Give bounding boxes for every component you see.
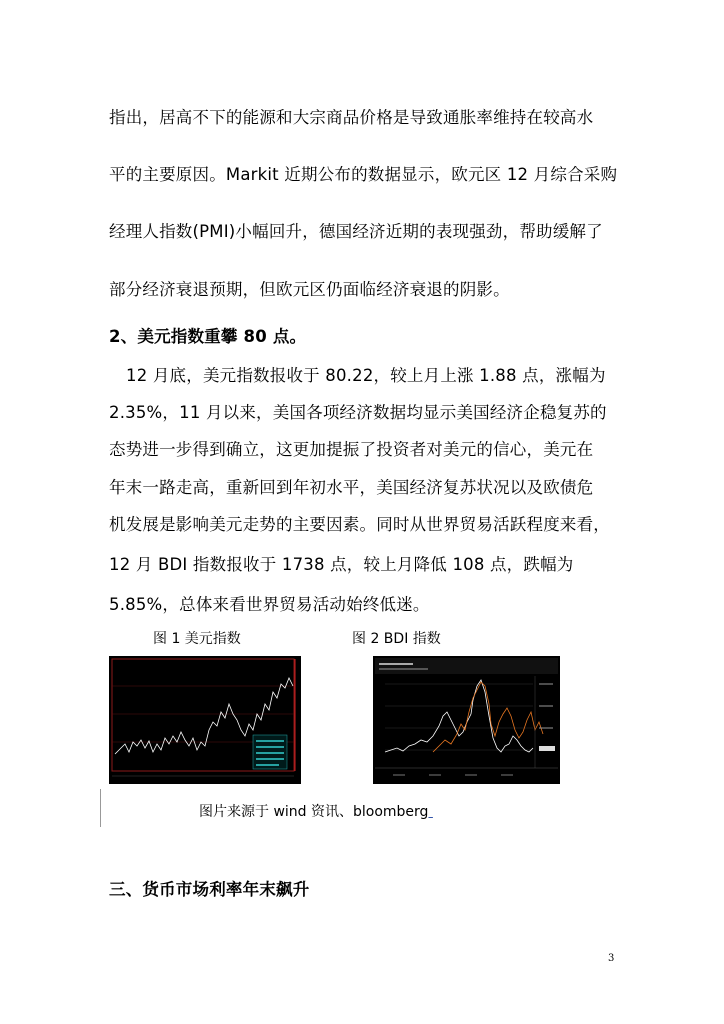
figure-2-caption: 图 2 BDI 指数 bbox=[352, 631, 441, 647]
figure-source-note: 图片来源于 wind 资讯、bloomberg bbox=[199, 804, 429, 820]
bdi-index-chart-image bbox=[373, 656, 560, 784]
paragraph-line: 2.35%，11 月以来，美国各项经济数据均显示美国经济企稳复苏的 bbox=[109, 403, 607, 422]
page-number: 3 bbox=[608, 953, 615, 964]
dollar-index-chart-image bbox=[109, 656, 301, 784]
paragraph-line: 机发展是影响美元走势的主要因素。同时从世界贸易活跃程度来看， bbox=[109, 515, 610, 534]
paragraph-line: 5.85%，总体来看世界贸易活动始终低迷。 bbox=[109, 595, 430, 614]
paragraph-line: 指出，居高不下的能源和大宗商品价格是导致通胀率维持在较高水 bbox=[109, 108, 594, 127]
source-divider bbox=[100, 789, 101, 827]
figure-1-caption: 图 1 美元指数 bbox=[153, 631, 241, 647]
paragraph-line: 12 月底，美元指数报收于 80.22，较上月上涨 1.88 点，涨幅为 bbox=[126, 366, 606, 385]
paragraph-line: 年末一路走高，重新回到年初水平，美国经济复苏状况以及欧债危 bbox=[109, 478, 594, 497]
section-heading: 三、货币市场利率年末飙升 bbox=[109, 880, 310, 899]
paragraph-line: 经理人指数(PMI)小幅回升，德国经济近期的表现强劲，帮助缓解了 bbox=[109, 222, 603, 241]
paragraph-line: 平的主要原因。Markit 近期公布的数据显示，欧元区 12 月综合采购 bbox=[109, 165, 618, 184]
section-heading: 2、美元指数重攀 80 点。 bbox=[109, 327, 307, 346]
paragraph-line: 部分经济衰退预期，但欧元区仍面临经济衰退的阴影。 bbox=[109, 280, 510, 299]
paragraph-line: 12 月 BDI 指数报收于 1738 点，较上月降低 108 点，跌幅为 bbox=[109, 555, 574, 574]
paragraph-line: 态势进一步得到确立，这更加提振了投资者对美元的信心，美元在 bbox=[109, 440, 594, 459]
